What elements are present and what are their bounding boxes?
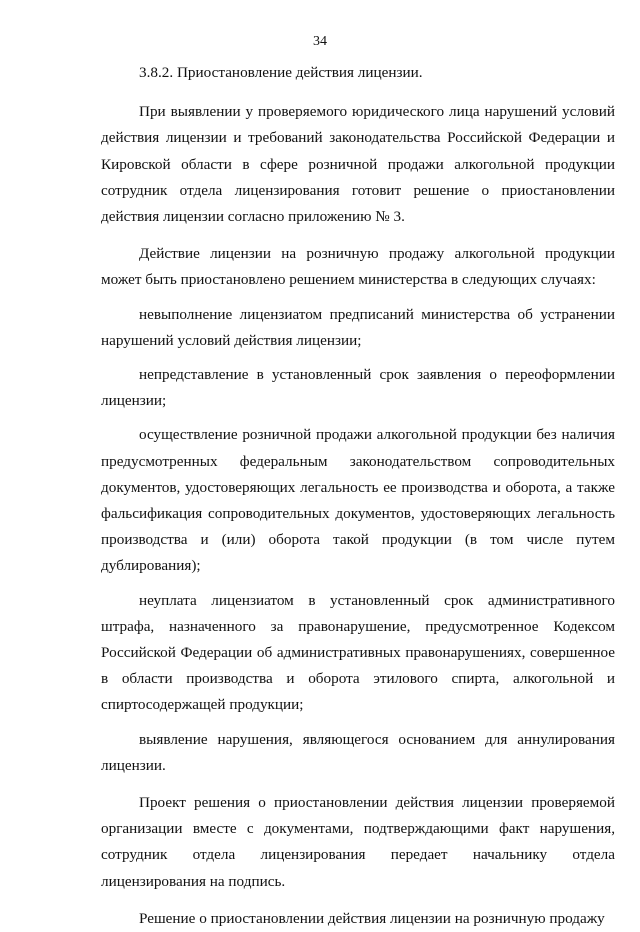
paragraph-draft-decision: Проект решения о приостановлении действия лицензии проверяемой организации вместе с документами, подтверждающими факт нарушения, сотрудник отдела лицензирования передает начальнику отдела лицензирования на подпись. xyxy=(101,794,615,890)
list-item-annulment-grounds: выявление нарушения, являющегося основанием для аннулирования лицензии. xyxy=(101,730,615,774)
section-heading: 3.8.2. Приостановление действия лицензии. xyxy=(139,64,423,81)
list-item-sale-without-documents: осуществление розничной продажи алкогольной продукции без наличия предусмотренных федеральным законодательством сопроводительных документов, удостоверяющих легальность ее производства и оборота, а также фальсификация сопроводительных документов, удостоверяющих легальность производства и (или) оборота такой продукции (в том числе путем дублирования); xyxy=(101,426,615,575)
paragraph-violation-detection: При выявлении у проверяемого юридического лица нарушений условий действия лицензии и требований законодательства Российской Федерации и Кировской области в сфере розничной продажи алкогольной продукции сотрудник отдела лицензирования готовит решение о приостановлении действия лицензии согласно приложению № 3. xyxy=(101,103,615,226)
document-body xyxy=(101,60,615,932)
list-item-nonfulfillment: невыполнение лицензиатом предписаний министерства об устранении нарушений условий действия лицензии; xyxy=(101,305,615,349)
paragraph-decision-continued: Решение о приостановлении действия лицензии на розничную продажу xyxy=(139,909,605,927)
list-item-nonsubmission: непредставление в установленный срок заявления о переоформлении лицензии; xyxy=(101,366,615,410)
list-item-unpaid-fine: неуплата лицензиатом в установленный срок административного штрафа, назначенного за правонарушение, предусмотренное Кодексом Российской Федерации об административных правонарушениях, совершенное в области производства и оборота этилового спирта, алкогольной и спиртосодержащей продукции; xyxy=(101,591,615,714)
page-number: 34 xyxy=(313,34,327,49)
paragraph-suspension-cases-intro: Действие лицензии на розничную продажу алкогольной продукции может быть приостановлено решением министерства в следующих случаях: xyxy=(101,245,615,289)
